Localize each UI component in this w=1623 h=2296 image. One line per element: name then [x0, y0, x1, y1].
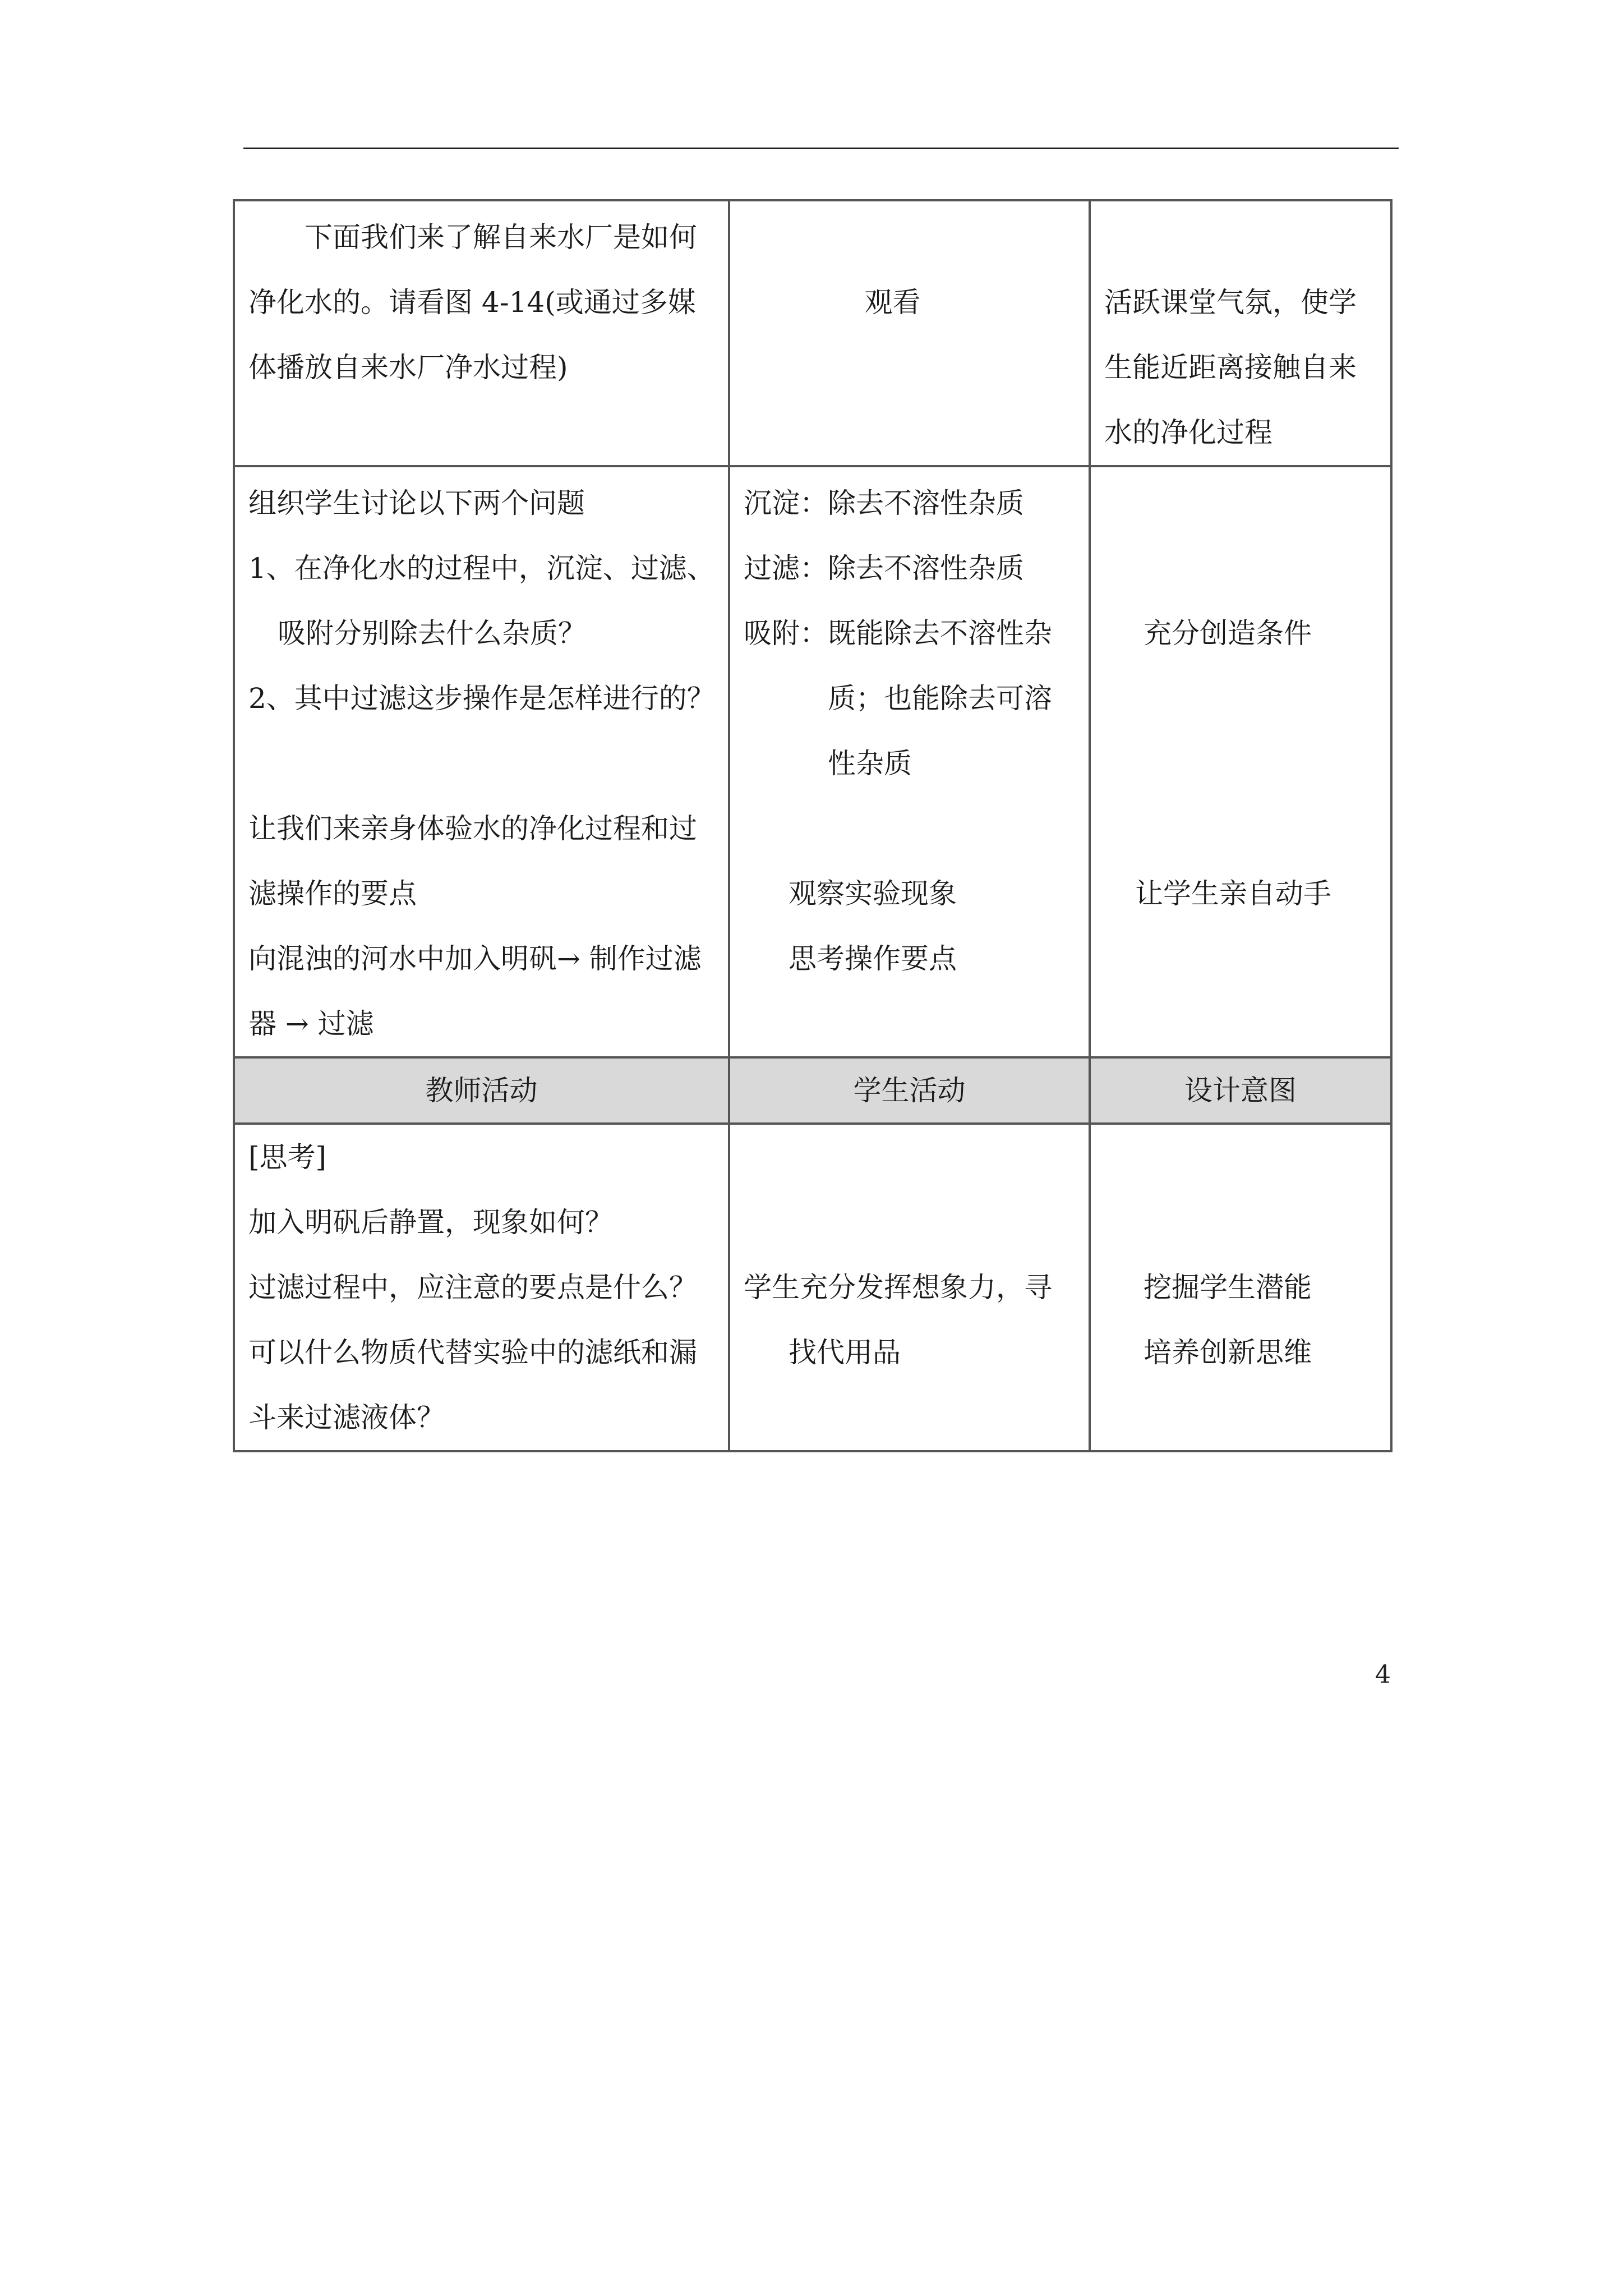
- student-blank-line: [744, 796, 1075, 861]
- header-student-activity: 学生活动: [729, 1057, 1090, 1124]
- student-line: 过滤：除去不溶性杂质: [744, 552, 1024, 585]
- student-cell-waterworks: [729, 200, 1090, 466]
- intent-cell-waterworks: [1090, 200, 1391, 466]
- teacher-line: 滤操作的要点: [248, 877, 417, 910]
- table-row-waterworks: [234, 200, 1391, 466]
- teacher-line: 加入明矾后静置，现象如何？: [248, 1206, 613, 1239]
- teacher-line: 组织学生讨论以下两个问题: [248, 487, 585, 519]
- intent-line: 让学生亲自动手: [1135, 877, 1331, 910]
- teacher-cell-waterworks: [234, 200, 729, 466]
- intent-line: 充分创造条件: [1144, 617, 1312, 650]
- teacher-line: 器 → 过滤: [248, 1007, 374, 1040]
- teacher-line: 可以什么物质代替实验中的滤纸和漏: [248, 1336, 697, 1369]
- teacher-line: 向混浊的河水中加入明矾→ 制作过滤: [248, 942, 702, 975]
- intent-blank-line: [1104, 731, 1377, 796]
- student-line: 性杂质: [828, 747, 912, 780]
- teacher-line: 2、其中过滤这步操作是怎样进行的？: [248, 682, 715, 715]
- intent-cell-discussion: [1090, 466, 1391, 1057]
- teacher-line: 吸附分别除去什么杂质？: [278, 617, 586, 650]
- intent-line: 挖掘学生潜能: [1144, 1271, 1312, 1304]
- teacher-line: 让我们来亲身体验水的净化过程和过: [248, 812, 697, 845]
- lesson-plan-table: [233, 199, 1393, 1452]
- student-line: 学生充分发挥想象力，寻: [744, 1271, 1052, 1304]
- teacher-line: 体播放自来水厂净水过程): [248, 351, 568, 384]
- student-line: 思考操作要点: [789, 942, 957, 975]
- table-row-discussion: [234, 466, 1391, 1057]
- student-cell-think: [729, 1124, 1090, 1451]
- table-header-row: [234, 1057, 1391, 1124]
- teacher-line: 下面我们来了解自来水厂是如何: [305, 221, 697, 254]
- teacher-line: 1、在净化水的过程中，沉淀、过滤、: [248, 552, 715, 585]
- intent-line: 活跃课堂气氛，使学: [1104, 286, 1357, 319]
- teacher-cell-think: [234, 1124, 729, 1451]
- table-row-think: [234, 1124, 1391, 1451]
- header-rule: [243, 148, 1399, 149]
- student-cell-discussion: [729, 466, 1090, 1057]
- teacher-line: 斗来过滤液体？: [248, 1401, 445, 1434]
- intent-line: 培养创新思维: [1144, 1336, 1312, 1369]
- student-line: 吸附：既能除去不溶性杂: [744, 617, 1052, 650]
- intent-cell-think: [1090, 1124, 1391, 1451]
- teacher-line: 过滤过程中，应注意的要点是什么？: [248, 1271, 697, 1304]
- teacher-blank-line: [248, 731, 714, 796]
- intent-line: 生能近距离接触自来: [1104, 351, 1357, 384]
- student-line: 观看: [864, 286, 921, 319]
- student-line: 观察实验现象: [789, 877, 957, 910]
- header-teacher-activity: 教师活动: [234, 1057, 729, 1124]
- header-design-intent: 设计意图: [1090, 1057, 1391, 1124]
- teacher-cell-discussion: [234, 466, 729, 1057]
- page-number: 4: [1375, 1660, 1391, 1689]
- intent-line: 水的净化过程: [1104, 416, 1272, 449]
- student-line: 找代用品: [789, 1336, 901, 1369]
- student-line: 沉淀：除去不溶性杂质: [744, 487, 1024, 519]
- intent-blank-line: [1104, 796, 1377, 861]
- teacher-line: [思考]: [248, 1141, 327, 1174]
- teacher-line: 净化水的。请看图 4-14(或通过多媒: [248, 286, 696, 319]
- student-line: 质；也能除去可溶: [828, 682, 1052, 715]
- intent-blank-line: [1104, 666, 1377, 731]
